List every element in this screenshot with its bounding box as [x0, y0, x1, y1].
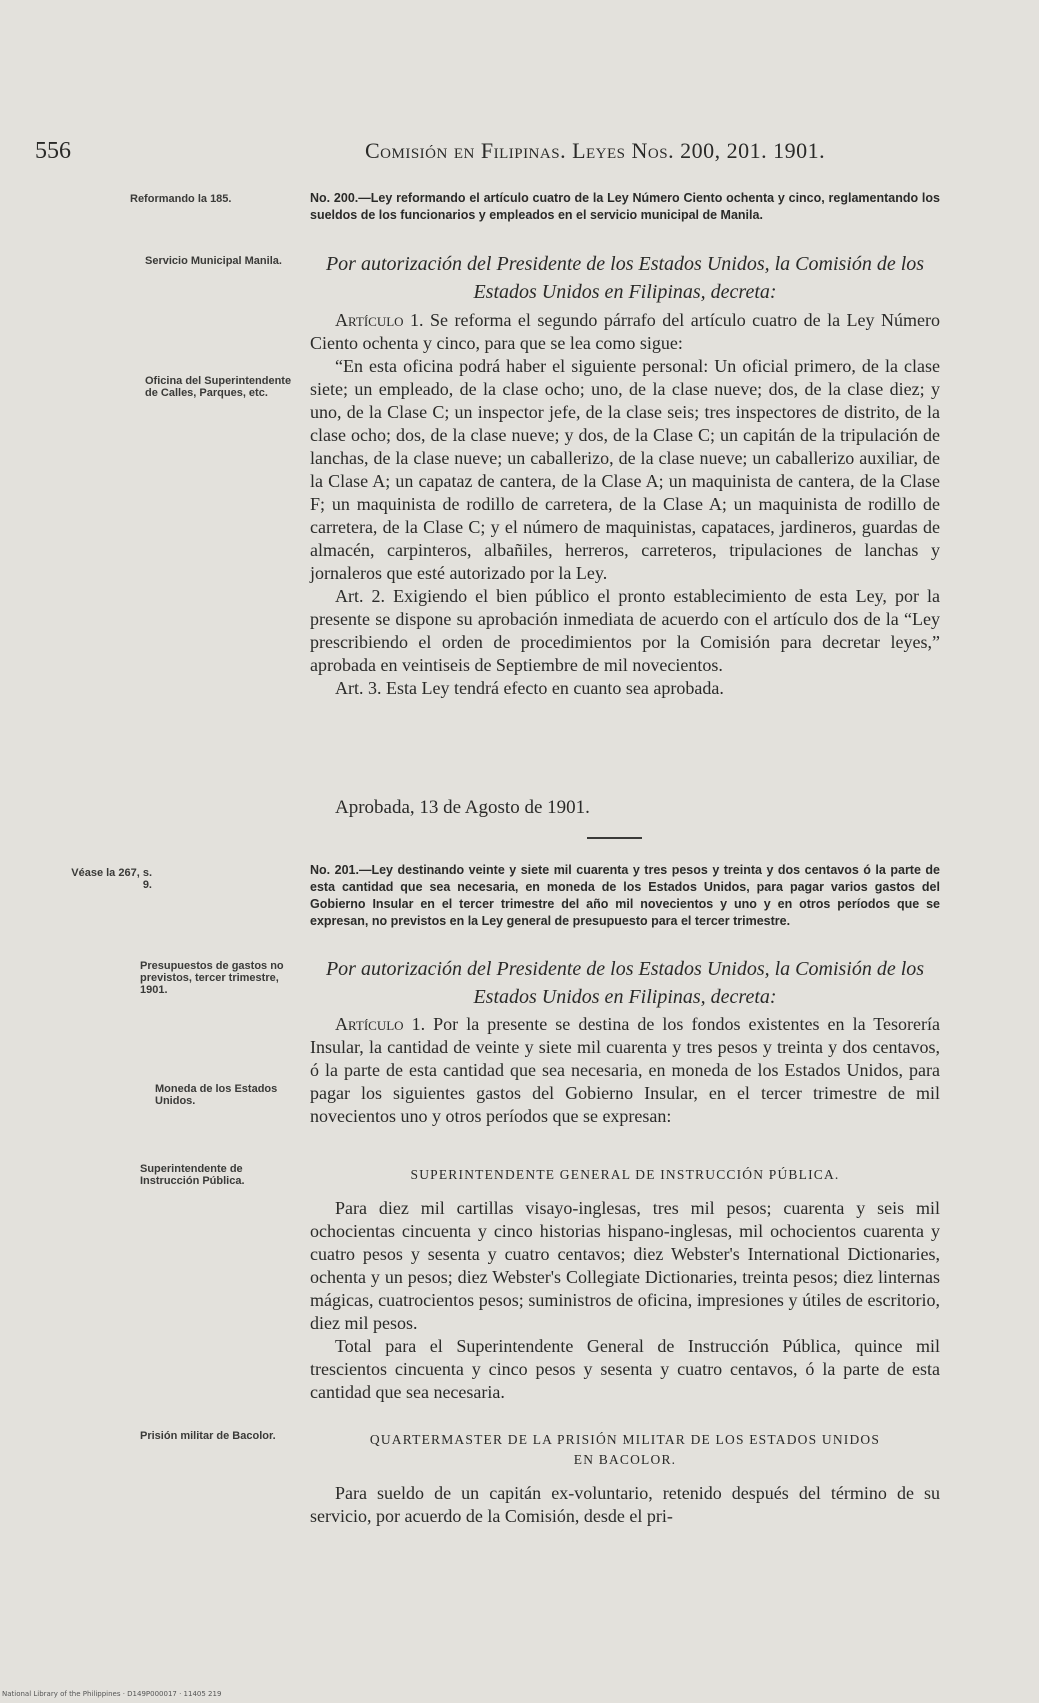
- law-201-art1-label: Artículo 1.: [335, 1014, 426, 1034]
- scan-footer: National Library of the Philippines · D149P000017 · 11405 219: [2, 1690, 222, 1698]
- margin-note-servicio: Servicio Municipal Manila.: [145, 255, 282, 267]
- margin-note-presupuestos: Presupuestos de gastos no previstos, tercer trimestre, 1901.: [140, 960, 284, 996]
- law-201-title: No. 201.—Ley destinando veinte y siete mil cuarenta y tres pesos y treinta y dos centavos ó la parte de esta cantidad que sea necesaria, en moneda de los Estados Unidos, para pagar varios gastos del Gobierno Insular en el tercer trimestre del año mil novecientos y uno y en otros períodos que se expresan, no previstos en la Ley general de presupuesto para el tercer trimestre.: [310, 863, 940, 928]
- law-201-instruccion-body: [310, 1197, 940, 1404]
- law-200-art2: Art. 2. Exigiendo el bien público el pronto establecimiento de esta Ley, por la presente se dispone su aprobación inmediata de acuerdo con el artículo dos de la “Ley prescribiendo el orden de procedimientos por la Comisión para decretar leyes,” aprobada en veintiseis de Septiembre de mil novecientos.: [310, 586, 940, 675]
- heading-quartermaster: [310, 1430, 940, 1470]
- margin-note-prision: Prisión militar de Bacolor.: [140, 1430, 276, 1442]
- law-200-title: No. 200.—Ley reformando el artículo cuatro de la Ley Número Ciento ochenta y cinco, reglamentando los sueldos de los funcionarios y empleados en el servicio municipal de Manila.: [310, 191, 940, 222]
- margin-note-moneda: Moneda de los Estados Unidos.: [155, 1083, 278, 1107]
- margin-ref-200: Reformando la 185.: [130, 193, 232, 205]
- law-200-body: [310, 309, 940, 700]
- divider-rule: [587, 837, 642, 839]
- margin-note-superintendente: Superintendente de Instrucción Pública.: [140, 1163, 245, 1187]
- page-header: [35, 128, 905, 168]
- page-number: 556: [35, 138, 71, 164]
- para-sueldo: Para sueldo de un capitán ex-voluntario, retenido después del término de su servicio, por acuerdo de la Comisión, desde el pri-: [310, 1483, 940, 1526]
- law-201-sueldo-body: [310, 1482, 940, 1528]
- heading-quartermaster-line1: QUARTERMASTER DE LA PRISIÓN MILITAR DE LOS ESTADOS UNIDOS: [369, 1432, 881, 1447]
- art1-text: Se reforma el segundo párrafo del artículo cuatro de la Ley Número Ciento ochenta y cinco, para que se lea como sigue:: [310, 310, 940, 353]
- law-200-art1: [310, 309, 940, 355]
- margin-ref-201: Véase la 267, s. 9.: [71, 867, 152, 891]
- law-201-art1-text: Por la presente se destina de los fondos existentes en la Tesorería Insular, la cantidad de veinte y siete mil cuarenta y tres pesos y treinta y dos centavos, ó la parte de esta cantidad que sea necesaria, en moneda de los Estados Unidos, para pagar los siguientes gastos del Gobierno Insular, en el tercer trimestre de mil novecientos uno y otros períodos que se expresan:: [310, 1014, 940, 1126]
- law-200-approved: Aprobada, 13 de Agosto de 1901.: [335, 797, 590, 818]
- para-cartillas: Para diez mil cartillas visayo-inglesas, tres mil pesos; cuarenta y seis mil ochocientas cincuenta y cinco historias hispano-inglesas, mil ochocientos cuarenta y cuatro pesos y sesenta y cuatro centavos; diez Webster's International Dictionaries, ochenta y un pesos; diez Webster's Collegiate Dictionaries, treinta pesos; diez linternas mágicas, cuatrocientos pesos; suministros de oficina, impresiones y útiles de escritorio, diez mil pesos.: [310, 1198, 940, 1333]
- para-total: Total para el Superintendente General de Instrucción Pública, quince mil trescientos cincuenta y cinco pesos y sesenta y cuatro centavos, ó la parte de esta cantidad que sea necesaria.: [310, 1336, 940, 1402]
- law-200-enacting: Por autorización del Presidente de los Estados Unidos, la Comisión de los Estados Unidos en Filipinas, decreta:: [325, 253, 925, 303]
- heading-quartermaster-line2: EN BACOLOR.: [573, 1452, 677, 1467]
- law-200-quote: “En esta oficina podrá haber el siguiente personal: Un oficial primero, de la clase siete; un empleado, de la clase ocho; uno, de la clase nueve; dos, de la clase diez; y uno, de la Clase C; un inspector jefe, de la clase seis; tres inspectores de distrito, de la clase ocho; dos, de la clase nueve; y dos, de la Clase C; un capitán de la tripulación de lanchas, de la clase nueve; un caballerizo, de la clase nueve; un caballerizo auxiliar, de la Clase A; un capataz de cantera, de la Clase A; un maquinista de cantera, de la Clase F; un maquinista de rodillo de carretera, de la Clase A; un maquinista de rodillo de carretera, de la Clase C; y el número de maquinistas, capataces, jardineros, guardas de almacén, carpinteros, albañiles, herreros, carreteros, tripulaciones de lanchas y jornaleros que esté autorizado por la Ley.: [310, 356, 940, 583]
- art1-label: Artículo 1.: [335, 310, 424, 330]
- law-201-enacting: Por autorización del Presidente de los Estados Unidos, la Comisión de los Estados Unidos en Filipinas, decreta:: [325, 958, 925, 1008]
- law-200-art3: Art. 3. Esta Ley tendrá efecto en cuanto sea aprobada.: [335, 678, 724, 698]
- heading-instruccion: SUPERINTENDENTE GENERAL DE INSTRUCCIÓN PÚBLICA.: [410, 1167, 840, 1182]
- running-head: Comisión en Filipinas. Leyes Nos. 200, 201. 1901.: [365, 138, 826, 163]
- margin-note-oficina: Oficina del Superintendente de Calles, Parques, etc.: [145, 375, 292, 399]
- law-201-art1: [310, 1013, 940, 1128]
